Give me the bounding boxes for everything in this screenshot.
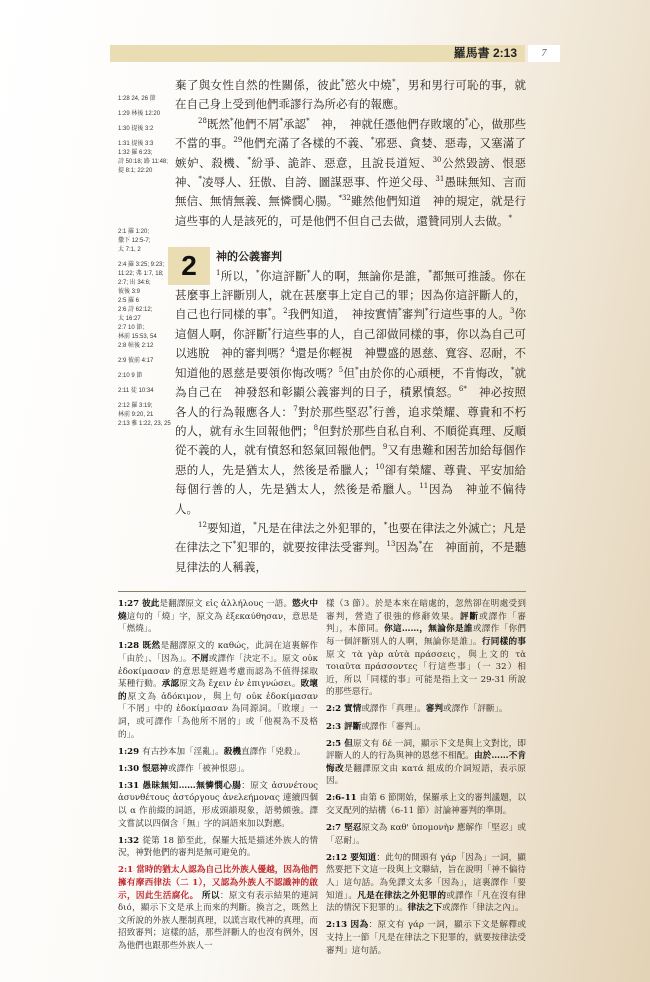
- footnote-text: ：原文 ἀσυνέτους ἀσυνθέτους ἀστόργους ἀνελεήμονας 連續四個以 α 作前綴的詞語，形成頭韻現象，語勢頗強。譯文嘗試以四個含「無」字的詞語來加以對應。: [118, 780, 318, 829]
- footnote-text: 或譯作「被神恨惡」。: [167, 763, 250, 774]
- verse-number: 5: [338, 365, 344, 374]
- verse-text: 人的啊，無論你是誰，: [310, 268, 429, 283]
- scripture-body: [175, 0, 538, 577]
- verse-number: 31: [435, 175, 445, 184]
- note-marker: *: [428, 268, 432, 277]
- verse-number: 7: [293, 404, 298, 413]
- footnote-text: 實情: [344, 704, 362, 715]
- verse-text: 行這些事的人，自己卻做同樣的事，你以為自己可以逃脫 神的審判嗎？: [175, 326, 527, 361]
- footnote-text: 或譯作「律法之內」。: [442, 903, 524, 914]
- verse-text: 卻有榮耀、尊貴、平安加給每個行善的人，先是猶太人，然後是希臘人。: [175, 462, 527, 497]
- scripture-paragraph: [175, 115, 538, 231]
- note-marker: *: [355, 365, 359, 374]
- cross-ref: 2:11 徒 10:34: [118, 388, 154, 394]
- footnote-text: 愚昧無知……無憐憫心腸: [142, 780, 242, 791]
- footnotes: [118, 591, 526, 961]
- verse-text: 但對於那些自私自利、不順從真理、反順從不義的人，就有憤怒和怒氣回報他們。: [175, 423, 527, 458]
- footnote-text: 1:28: [118, 641, 143, 652]
- note-marker: *: [256, 268, 260, 277]
- footnote-text: 或譯作「真理」。: [361, 704, 426, 715]
- footnote: [118, 598, 318, 636]
- verse-number: 10: [375, 462, 385, 471]
- note-marker: *: [368, 404, 373, 413]
- footnote-text: 堅忍: [344, 823, 362, 834]
- footnote-text: 原文為 ἀδόκιμον，與上句 οὐκ ἐδοκίμασαν「不屑」中的 ἐδοκίμασαν 為同源詞。「敗壞」一詞，或可譯作「為他所不屑的」或「他視為不及格的」。: [118, 691, 318, 740]
- note-marker: *: [392, 78, 396, 86]
- verse-text: 神， 神就任憑他們存敗壞的: [309, 116, 465, 131]
- divider: [118, 591, 526, 592]
- verse-text: 我們知道， 神按實情: [287, 307, 399, 322]
- verse-text: 承認: [283, 116, 307, 131]
- footnote: [118, 746, 318, 759]
- header-title: 羅馬書 2:13: [453, 46, 517, 60]
- footnote-text: 或譯作「凡在沒有律法的情況下犯罪的」。: [326, 890, 526, 914]
- footnote-text: 不屑: [191, 654, 209, 665]
- verse-text: 神必按照各人的行為報應各人：: [175, 385, 527, 419]
- cross-ref: 1:28 24, 26 節: [118, 96, 156, 102]
- footnote-text: 當時的猶太人認為自己比外族人優越，因為他們擁有摩西律法（二 1），又認為外族人不認識神的啟示，因此生活腐化。: [118, 865, 318, 901]
- verse-number: 4: [290, 346, 295, 355]
- footnote-text: 直譯作「兇殺」。: [240, 746, 306, 757]
- verse-number: 28: [198, 116, 207, 125]
- verse-number: 29: [233, 136, 243, 145]
- note-marker: *: [253, 520, 257, 529]
- footnote-text: 1:31: [118, 780, 143, 791]
- footnote-text: 但: [344, 738, 354, 749]
- section-heading: 神的公義審判: [216, 250, 282, 264]
- footnote-text: 評斷: [459, 611, 480, 622]
- footnote: [326, 703, 526, 716]
- verse-text: 他們充滿了各樣的不義、: [242, 136, 371, 151]
- note-marker: *: [510, 365, 515, 374]
- note-marker: *: [340, 78, 345, 86]
- note-marker: *: [267, 326, 272, 335]
- footnote-text: 承認: [161, 679, 180, 690]
- verse-number: 13: [386, 540, 396, 549]
- footnote-text: 凡是在律法之外犯罪的: [357, 890, 447, 901]
- footnote-text: 這句的「燒」字，原文為 ἐξεκαύθησαν，意思是「燃燒」。: [118, 611, 318, 635]
- verse-text: 都無可推諉。你在甚麼事上評斷別人，就在甚麼事上定自己的罪；因為你這評斷人的，自己也行同樣的事: [175, 268, 527, 322]
- footnote: [118, 763, 318, 776]
- footnote-text: 因為: [350, 920, 369, 931]
- footnote-text: 1:30: [118, 763, 143, 774]
- note-marker: *: [306, 116, 310, 125]
- note-marker: *: [418, 540, 423, 549]
- footnote-text: 由於……不肯悔改: [326, 751, 526, 774]
- verse-text: 雖然他們知道 神的規定，就是行這些事的人是該死的，可是他們不但自己去做，還贊同別人去做。: [175, 194, 526, 228]
- footnotes-right: [326, 598, 526, 961]
- footnote-text: 從第 18 節至此，保羅大抵是描述外族人的情況，神對他們的審判是無可避免的。: [118, 835, 318, 859]
- verse-text: 在 神面前，不是聽見律法的人稱義，: [175, 540, 527, 574]
- verse-text: 心，做那些不當的事。: [175, 116, 527, 151]
- verse-text: 凌辱人、狂傲、自誇、圖謀惡事、忤逆父母、: [201, 175, 436, 190]
- verse-text: 犯罪的，就要按律法受審判。: [236, 540, 387, 555]
- footnote-text: 或譯作「審判」。: [361, 721, 426, 732]
- footnote-text: 2:7: [326, 823, 345, 834]
- verse-text: 又有患難和困苦加給每個作惡的人，先是猶太人，然後是希臘人；: [175, 443, 527, 477]
- cross-ref: 2:9 彼前 4:17: [118, 358, 154, 364]
- note-marker: *: [338, 194, 342, 203]
- footnote-text: 原文 τὰ γὰρ αὐτὰ πράσσεις，與上文的 τὰ τοιαῦτα πράσσοντες「行這些事」（一 32）相近，所以「同樣的事」可能是指上文一 29-31 所說的那些惡行。: [326, 649, 526, 698]
- footnote-text: 恨惡神: [142, 763, 168, 774]
- note-marker: *: [229, 116, 234, 125]
- verse-text: 行善，追求榮耀、尊貴和不朽的人，就有永生回報他們；: [175, 404, 527, 438]
- running-header: [110, 45, 525, 62]
- verse-text: 由於你的心頑梗，不肯悔改，: [358, 365, 511, 380]
- scripture-paragraph: [175, 519, 526, 577]
- footnote-text: 你這……，無論你是誰: [384, 624, 473, 635]
- verse-text: 既然: [206, 116, 230, 131]
- verse-text: 棄了與女性自然的性關係，彼此: [175, 78, 341, 92]
- footnote-text: ：原文有 γάρ 一詞，顯示下文是解釋或支持上一節「凡是在律法之下犯罪的，就要按律法受審判」這句話。: [326, 920, 526, 956]
- footnote: [326, 721, 526, 734]
- footnote-text: 有古抄本加「淫亂」。: [142, 746, 224, 757]
- verse-text: 慾火中燒: [344, 78, 393, 92]
- footnotes-left: [118, 598, 318, 957]
- verse-text: 要知道，: [206, 520, 254, 535]
- note-marker: *: [398, 307, 402, 316]
- cross-refs-chapter-2: [118, 228, 174, 435]
- footnote-text: 評斷: [344, 721, 362, 732]
- cross-ref: 1:31 提後 3:3 1:32 羅 6:23; 詩 50:18; 路 11:48; 提 8:1; 22:20: [118, 141, 168, 174]
- cross-ref: 1:30 提後 3:2: [118, 126, 154, 132]
- page-number: 7: [528, 45, 560, 62]
- cross-refs-chapter-1: [118, 95, 174, 182]
- verse-number: 8: [313, 423, 319, 432]
- footnote-text: 所以: [198, 890, 220, 901]
- footnote-text: 或譯作「你們每一個評斷別人的人啊，無論你是誰」。: [326, 624, 526, 647]
- footnote-text: 2:6-11: [326, 793, 360, 804]
- footnote-text: 律法之下: [407, 903, 443, 914]
- footnote-text: 要知道: [350, 852, 377, 863]
- footnote-text: 既然: [142, 641, 161, 652]
- verse-text: 邪惡、貪婪、惡毒，又塞滿了嫉妒、殺機、: [175, 136, 527, 170]
- note-marker: *: [425, 307, 429, 316]
- verse-text: ，男和男行可恥的事，就在自己身上受到他們乖謬行為所必有的報應。: [175, 78, 527, 112]
- footnote-text: 是翻譯原文的 καθώς，此詞在這裏解作「由於」、「因為」。: [118, 641, 319, 665]
- note-marker: *: [383, 520, 388, 529]
- cross-ref: 2:1 羅 1:20; 撒下 12:5-7; 太 7:1, 2: [118, 229, 151, 253]
- note-marker: *: [198, 175, 202, 184]
- footnote-text: 是翻譯原文由 κατά 組成的介詞短語，表示原因。: [326, 763, 526, 787]
- verse-text: 公然毀謗、恨惡 神、: [175, 155, 538, 190]
- verse-number: 32: [341, 194, 351, 203]
- verse-text: 你這個人啊，你評斷: [175, 307, 527, 341]
- footnote: [326, 919, 526, 957]
- footnote: [118, 835, 318, 860]
- footnote-text: 審判: [425, 704, 443, 715]
- verse-number: 3: [509, 307, 515, 316]
- footnote-text: ：原文有表示結果的連詞 διό，顯示下文是承上而來的判斷。換言之，既然上文所說的外族人壓制真理，以謊言取代神的真理，而招致審判；這樣的話，那些評斷人的也沒有例外，因為他們也跟那些外族人一: [118, 890, 318, 951]
- verse-number: 6: [458, 385, 464, 394]
- verse-text: 所以，: [220, 268, 257, 283]
- footnote-text: 原文有 δέ 一詞，顯示下文是與上文對比，即評斷人的人的行為與神的恩慈不相配。: [326, 738, 526, 762]
- footnote: [118, 780, 318, 830]
- footnote-text: 2:13: [326, 920, 351, 931]
- verse-number: 9: [382, 443, 388, 452]
- verse-number: 1: [216, 268, 221, 277]
- footnote-text: 1:29: [118, 746, 143, 757]
- footnote-text: 2:1: [118, 865, 137, 876]
- footnote-text: 是翻譯原文 εἰς ἀλλήλους 一語。: [159, 599, 293, 610]
- footnote: [326, 852, 526, 915]
- verse-text: 因為 神並不偏待人。: [175, 482, 527, 516]
- footnote-text: 原文為 ἔχειν ἐν ἐπιγνώσει。: [179, 679, 301, 690]
- note-marker: *: [247, 155, 251, 164]
- cross-ref: 2:4 羅 3:25; 9:23; 11:22; 弗 1:7, 18; 2:7; 出 34:6; 彼後 3:9 2:5 羅 6 2:6 詩 62:12; 太 16:27 2:7 10 節； 林前 15:53, 54 2:8 帖後 2:12: [118, 262, 165, 349]
- note-marker: *: [267, 307, 272, 316]
- footnote-text: 或譯作「審判」，本節同。: [326, 611, 526, 635]
- note-marker: *: [279, 116, 284, 125]
- verse-text: 凡是在律法之外犯罪的，: [256, 520, 384, 535]
- footnote-text: 殺機: [223, 746, 241, 757]
- footnote-text: ：此句的開頭有 γάρ「因為」一詞，顯然要把下文這一段與上文聯結，旨在說明「神不偏待人」這句話。為免譯文太多「因為」，這裏譯作「要知道」。: [326, 852, 526, 901]
- scripture-paragraph: [175, 76, 526, 115]
- scripture-paragraph: [175, 267, 526, 519]
- footnote: [326, 738, 526, 788]
- footnote: [326, 792, 526, 817]
- note-marker: *: [232, 540, 237, 549]
- chapter-number: 2: [168, 247, 210, 285]
- verse-text: 但: [343, 365, 356, 380]
- cross-ref: 2:10 9 節: [118, 373, 143, 379]
- note-marker: *: [370, 136, 375, 145]
- verse-text: 行這些事的人。: [428, 307, 510, 322]
- verse-text: 還是你輕視 神豐盛的恩慈、寬容、忍耐，不知道他的恩慈是要領你悔改嗎？: [175, 346, 527, 380]
- note-marker: *: [463, 385, 467, 394]
- footnote-text: 彼此: [142, 599, 160, 610]
- cross-ref: 2:12 羅 3:19; 林前 9:20, 21 2:13 雅 1:22, 23, 25: [118, 403, 171, 427]
- cross-ref: 1:29 林後 12:20: [118, 111, 161, 117]
- footnote-text: 1:27: [118, 599, 143, 610]
- verse-number: 30: [432, 155, 442, 164]
- verse-text: 也要在律法之外滅亡；凡是在律法之下: [175, 520, 527, 555]
- verse-text: 。: [271, 307, 284, 322]
- footnote-columns: [118, 598, 526, 961]
- footnote-text: 2:5: [326, 738, 345, 749]
- verse-text: 愚昧無知、言而無信、無情無義、無憐憫心腸。: [175, 175, 527, 209]
- footnote-text: 原文為 καθ' ὑπομονὴν 應解作「堅忍」或「忍耐」。: [326, 823, 526, 846]
- verse-text: 他們不屑: [233, 116, 280, 131]
- footnote-text: 行同樣的事: [481, 636, 526, 647]
- footnote-text: 或譯作「決定不」。原文 οὐκ ἐδοκίμασαν 的意思是經過考慮而認為不值得採取某種行動。: [118, 654, 318, 690]
- footnote: [118, 864, 318, 952]
- footnote-text: 2:3: [326, 721, 345, 732]
- note-marker: *: [508, 213, 512, 222]
- footnote-text: 2:2: [326, 704, 345, 715]
- footnote-text: 或譯作「評斷」。: [442, 704, 508, 715]
- chapter-2: [175, 247, 526, 577]
- footnote-text: 樣（3 節）。於是本來在暗處的，忽然卻在明處受到審判，營造了很強的修辭效果。: [326, 599, 526, 622]
- verse-text: 你這評斷: [259, 268, 307, 283]
- footnote-text: 2:12: [326, 852, 351, 863]
- footnote-text: 由第 6 節開始，保羅承上文的審判議題，以交叉配列的結構（6-11 節）討論神審判的準則。: [326, 793, 526, 817]
- footnote-text: 1:32: [118, 835, 143, 846]
- verse-number: 12: [198, 520, 207, 529]
- note-marker: *: [306, 268, 311, 277]
- verse-number: 2: [283, 307, 288, 316]
- verse-text: 審判: [401, 307, 426, 322]
- footnote-text: 敗壞的: [118, 679, 318, 702]
- verse-text: 紛爭、詭詐、惡意，且說長道短、: [250, 155, 433, 170]
- verse-text: 因為: [395, 540, 419, 555]
- footnote: [326, 598, 526, 699]
- footnote-text: 慾火中燒: [118, 599, 318, 622]
- footnote: [118, 640, 318, 741]
- verse-text: 就為自己在 神發怒和彰顯公義審判的日子，積累憤怒。: [175, 365, 527, 400]
- note-marker: *: [465, 116, 469, 125]
- footnote: [326, 822, 526, 847]
- verse-number: 11: [419, 482, 429, 491]
- verse-text: 對於那些堅忍: [297, 404, 369, 419]
